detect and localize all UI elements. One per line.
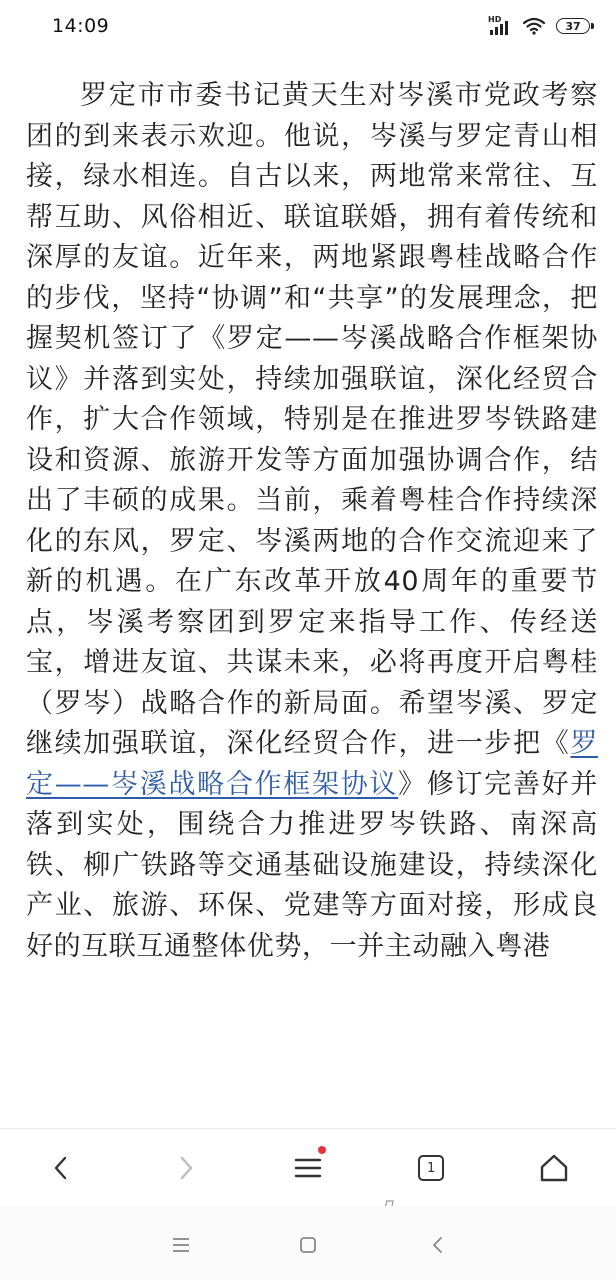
back-icon	[45, 1151, 79, 1185]
home-square-icon	[296, 1233, 320, 1257]
system-nav-bar	[0, 1206, 616, 1280]
agreement-link[interactable]: 罗定——岑溪战略合作框架协议	[26, 728, 598, 800]
back-triangle-icon	[426, 1233, 450, 1257]
status-bar	[0, 0, 616, 52]
tabs-button[interactable]	[401, 1138, 461, 1198]
home-button[interactable]	[524, 1138, 584, 1198]
system-back-button[interactable]	[421, 1228, 455, 1262]
forward-icon	[168, 1151, 202, 1185]
forward-button[interactable]	[155, 1138, 215, 1198]
home-icon	[537, 1151, 571, 1185]
recents-icon	[169, 1233, 193, 1257]
article-body	[26, 76, 598, 967]
tab-count: 1	[427, 1160, 436, 1176]
article-text-after-link: 》修订完善好并落到实处，围绕合力推进罗岑铁路、南深高铁、柳广铁路等交通基础设施建设，持续深化产业、旅游、环保、党建等方面对接，形成良好的互联互通整体优势，一并主动融入粤港	[26, 768, 598, 962]
recents-button[interactable]	[164, 1228, 198, 1262]
tabs-icon	[418, 1155, 444, 1181]
signal-icon	[488, 17, 512, 35]
system-home-button[interactable]	[291, 1228, 325, 1262]
battery-level: 37	[565, 19, 581, 33]
battery-icon	[556, 18, 590, 34]
notification-dot	[318, 1146, 326, 1154]
menu-button[interactable]	[278, 1138, 338, 1198]
status-time: 14:09	[52, 15, 110, 37]
back-button[interactable]	[32, 1138, 92, 1198]
status-icons	[488, 17, 590, 35]
network-label: HD	[488, 15, 502, 24]
wifi-icon	[522, 17, 546, 35]
article-text-before-link: 罗定市市委书记黄天生对岑溪市党政考察团的到来表示欢迎。他说，岑溪与罗定青山相接，绿水相连。自古以来，两地常来常往、互帮互助、风俗相近、联谊联婚，拥有着传统和深厚的友谊。近年来，两地紧跟粤桂战略合作的步伐，坚持“协调”和“共享”的发展理念，把握契机签订了《罗定——岑溪战略合作框架协议》并落到实处，持续加强联谊，深化经贸合作，扩大合作领域，特别是在推进罗岑铁路建设和资源、旅游开发等方面加强协调合作，结出了丰硕的成果。当前，乘着粤桂合作持续深化的东风，罗定、岑溪两地的合作交流迎来了新的机遇。在广东改革开放40周年的重要节点，岑溪考察团到罗定来指导工作、传经送宝，增进友谊、共谋未来，必将再度开启粤桂（罗岑）战略合作的新局面。希望岑溪、罗定继续加强联谊，深化经贸合作，进一步把《	[26, 80, 598, 759]
menu-icon	[291, 1151, 325, 1185]
